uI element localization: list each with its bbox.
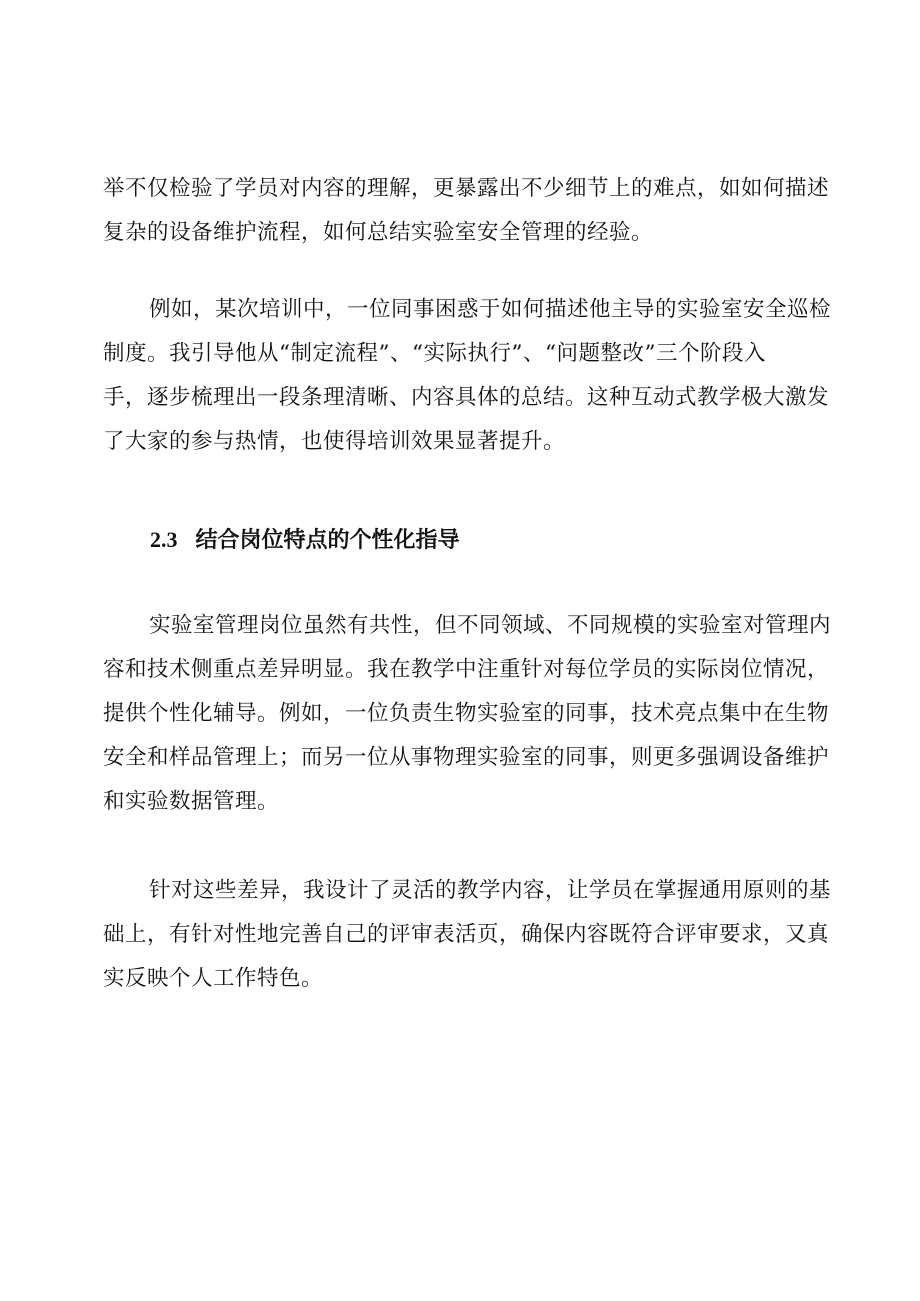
section-number: 2.3 [150,527,178,552]
paragraph-2 [103,288,832,464]
paragraph-line: 础上，有针对性地完善自己的评审表活页，确保内容既符合评审要求，又真 [103,922,830,947]
paragraph-line: 制度。我引导他从“制定流程”、“实际执行”、“问题整改”三个阶段入 [103,341,766,366]
paragraph-line: 例如，某次培训中，一位同事困惑于如何描述他主导的实验室安全巡检 [149,297,832,322]
paragraph-4 [103,869,832,1001]
paragraph-line: 实反映个人工作特色。 [103,966,324,991]
section-title: 结合岗位特点的个性化指导 [195,528,460,553]
paragraph-1 [103,167,830,255]
paragraph-line: 容和技术侧重点差异明显。我在教学中注重针对每位学员的实际岗位情况， [103,657,830,682]
paragraph-line: 举不仅检验了学员对内容的理解，更暴露出不少细节上的难点，如如何描述 [103,176,830,201]
paragraph-line: 针对这些差异，我设计了灵活的教学内容，让学员在掌握通用原则的基 [149,878,832,903]
section-heading [150,518,460,562]
paragraph-line: 和实验数据管理。 [103,789,280,814]
paragraph-3 [103,604,832,824]
paragraph-line: 复杂的设备维护流程，如何总结实验室安全管理的经验。 [103,220,654,245]
paragraph-line: 提供个性化辅导。例如，一位负责生物实验室的同事，技术亮点集中在生物 [103,701,830,726]
paragraph-line: 安全和样品管理上；而另一位从事物理实验室的同事，则更多强调设备维护 [103,745,830,770]
paragraph-line: 实验室管理岗位虽然有共性，但不同领域、不同规模的实验室对管理内 [149,613,832,638]
paragraph-line: 了大家的参与热情，也使得培训效果显著提升。 [103,429,566,454]
paragraph-line: 手，逐步梳理出一段条理清晰、内容具体的总结。这种互动式教学极大激发 [103,385,830,410]
